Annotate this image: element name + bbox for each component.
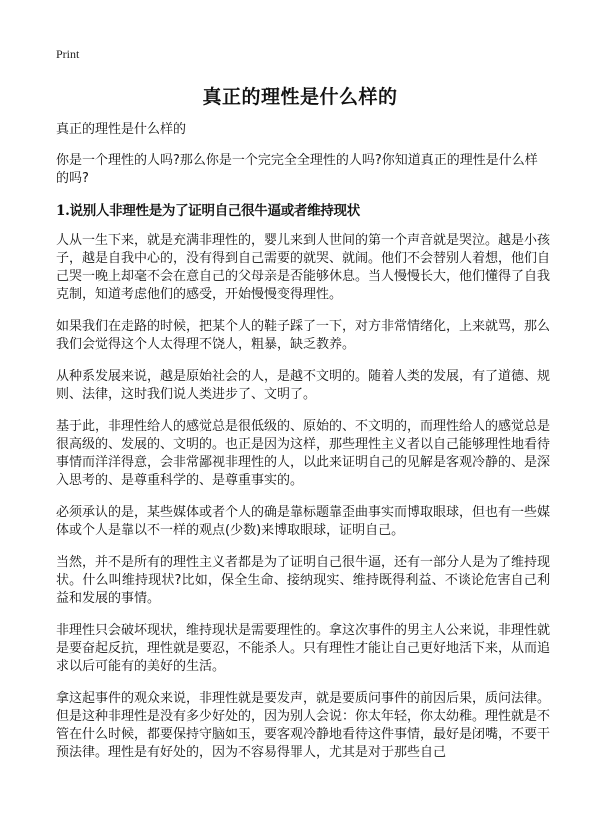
body-paragraph: 如果我们在走路的时候，把某个人的鞋子踩了一下，对方非常情绪化，上来就骂，那么我们会觉得这个人太得理不饶人，粗暴，缺乏教养。 [56,319,551,352]
section-heading: 1.说别人非理性是为了证明自己很牛逼或者维持现状 [56,203,360,219]
body-paragraph: 拿这起事件的观众来说，非理性就是要发声，就是要质问事件的前因后果，质问法律。但是这种非理性是没有多少好处的，因为别人会说：你太年轻，你太幼稚。理性就是不管在什么时候，都要保持守脑如玉，要客观冷静地看待这件事情，最好是闭嘴，不要干预法律。理性是有好处的，因为不容易得罪人，尤其是对于那些自己 [56,691,551,760]
body-paragraph: 从种系发展来说，越是原始社会的人，是越不文明的。随着人类的发展，有了道德、规则、法律，这时我们说人类进步了、文明了。 [56,369,551,402]
intro-paragraph: 你是一个理性的人吗?那么你是一个完完全全理性的人吗?你知道真正的理性是什么样的吗? [56,153,538,186]
document-subtitle: 真正的理性是什么样的 [56,122,187,137]
document-body [56,121,550,776]
body-paragraph: 非理性只会破坏现状，维持现状是需要理性的。拿这次事件的男主人公来说，非理性就是要奋起反抗，理性就是要忍，不能杀人。只有理性才能让自己更好地活下来，从而追求以后可能有的美好的生活。 [56,623,551,674]
body-paragraph: 当然，并不是所有的理性主义者都是为了证明自己很牛逼，还有一部分人是为了维持现状。什么叫维持现状?比如，保全生命、接纳现实、维持既得利益、不谈论危害自己利益和发展的事情。 [56,555,551,606]
body-paragraph: 人从一生下来，就是充满非理性的，婴儿来到人世间的第一个声音就是哭泣。越是小孩子，越是自我中心的，没有得到自己需要的就哭、就闹。他们不会替别人着想，他们自己哭一晚上却毫不会在意自己的父母亲是否能够休息。当人慢慢长大，他们懂得了自我克制，知道考虑他们的感受，开始慢慢变得理性。 [56,233,551,302]
print-link[interactable]: Print [56,47,80,61]
body-paragraph: 必须承认的是，某些媒体或者个人的确是靠标题靠歪曲事实而博取眼球，但也有一些媒体或个人是靠以不一样的观点(少数)来博取眼球，证明自己。 [56,505,551,538]
document-title: 真正的理性是什么样的 [202,86,398,108]
body-paragraph: 基于此，非理性给人的感觉总是很低级的、原始的、不文明的，而理性给人的感觉总是很高级的、发展的、文明的。也正是因为这样，那些理性主义者以自己能够理性地看待事情而洋洋得意，会非常鄙视非理性的人，以此来证明自己的见解是客观冷静的、是深入思考的、是尊重科学的、是尊重事实的。 [56,419,551,488]
